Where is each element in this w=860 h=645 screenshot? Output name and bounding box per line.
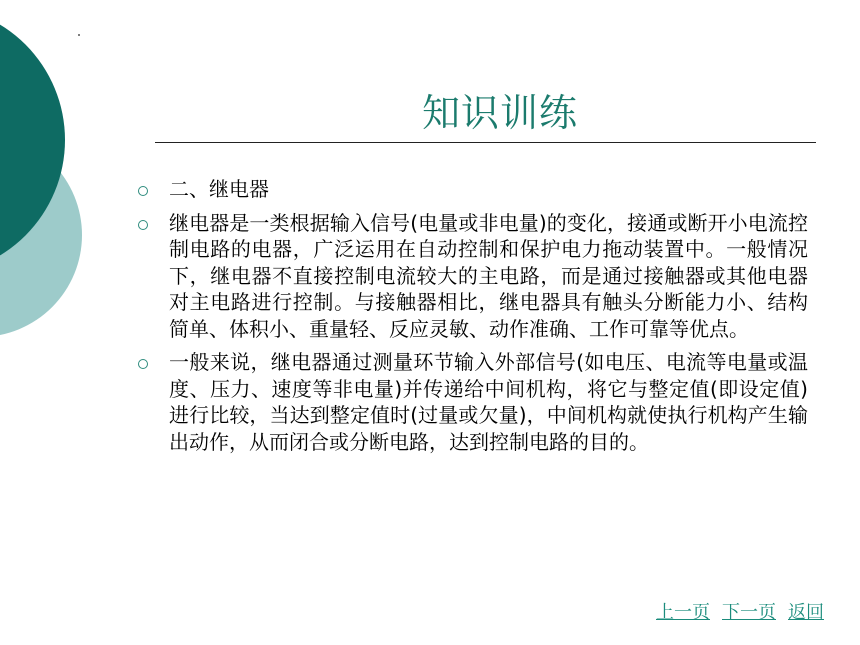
bullet-item	[138, 349, 808, 455]
bullet-circle-icon	[138, 220, 148, 230]
title-divider	[155, 142, 816, 143]
back-link[interactable]: 返回	[788, 602, 824, 623]
bullet-item	[138, 176, 808, 203]
next-page-link[interactable]: 下一页	[722, 602, 776, 623]
bullet-circle-icon	[138, 359, 148, 369]
decorative-dot	[78, 34, 80, 36]
prev-page-link[interactable]: 上一页	[656, 602, 710, 623]
bullet-text: 一般来说，继电器通过测量环节输入外部信号(如电压、电流等电量或温度、压力、速度等非电量)并传递给中间机构，将它与整定值(即设定值)进行比较，当达到整定值时(过量或欠量)，中间机构就使执行机构产生输出动作，从而闭合或分断电路，达到控制电路的目的。	[169, 350, 808, 454]
bullet-circle-icon	[138, 186, 148, 196]
bullet-item	[138, 210, 808, 343]
decorative-circles	[0, 0, 120, 360]
bullet-text: 继电器是一类根据输入信号(电量或非电量)的变化，接通或断开小电流控制电路的电器，广泛运用在自动控制和保护电力拖动装置中。一般情况下，继电器不直接控制电流较大的主电路，而是通过接触器或其他电器对主电路进行控制。与接触器相比，继电器具有触头分断能力小、结构简单、体积小、重量轻、反应灵敏、动作准确、工作可靠等优点。	[169, 210, 808, 341]
slide-title: 知识训练	[421, 91, 578, 135]
bullet-text: 二、继电器	[169, 177, 269, 201]
slide-content	[138, 176, 808, 462]
slide-navigation	[656, 598, 824, 624]
